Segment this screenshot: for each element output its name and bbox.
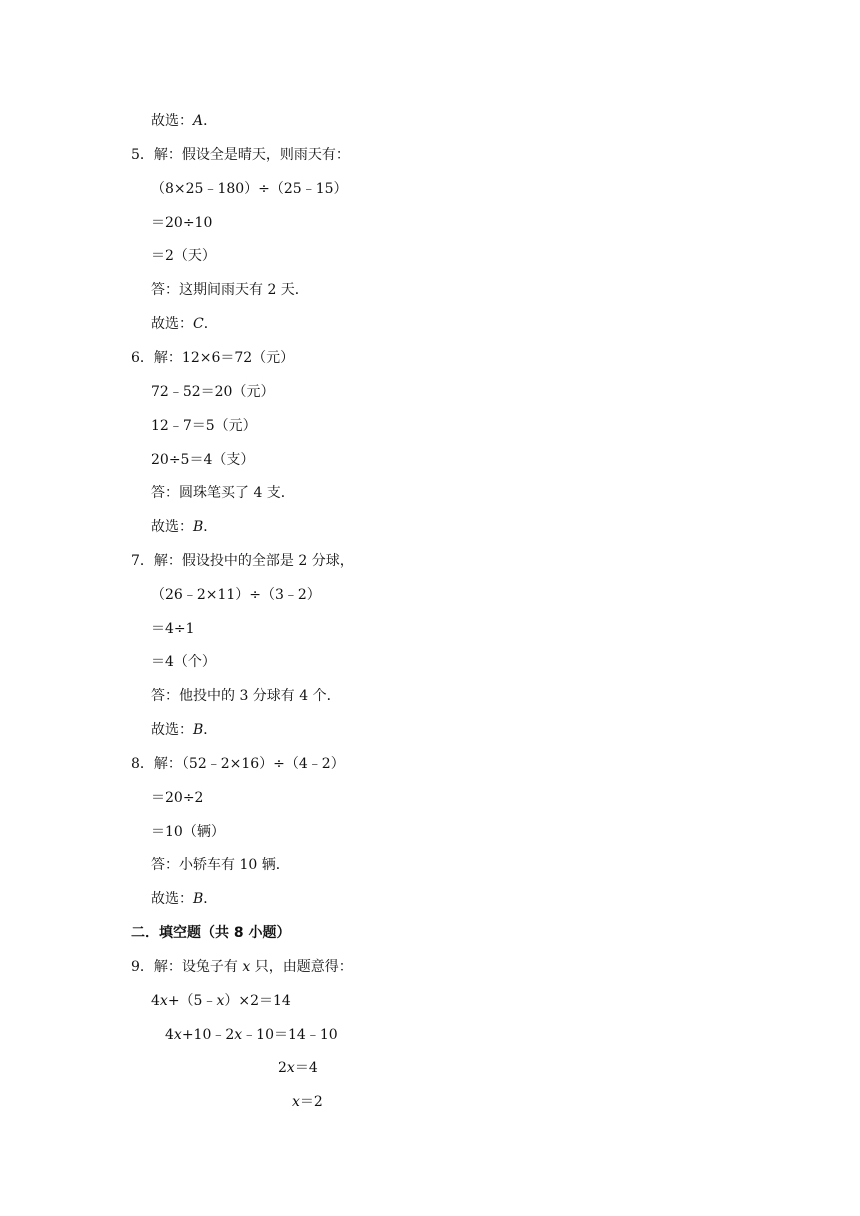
text: 故选： bbox=[151, 722, 193, 738]
problem-5-step: ＝2（天） bbox=[151, 248, 216, 264]
choice-letter: A bbox=[193, 113, 204, 129]
answer-choice-6 bbox=[151, 517, 217, 537]
text: 故选： bbox=[151, 316, 193, 332]
text: +（5﹣ bbox=[167, 993, 217, 1009]
section-heading: 二．填空题（共 8 小题） bbox=[131, 925, 291, 941]
problem-6-step: 72﹣52＝20（元） bbox=[151, 384, 275, 400]
equation-line bbox=[292, 1092, 323, 1112]
problem-5-answer: 答：这期间雨天有 2 天． bbox=[151, 282, 309, 298]
equation-line bbox=[151, 991, 291, 1011]
problem-8-answer: 答：小轿车有 10 辆． bbox=[151, 857, 290, 873]
text: ． bbox=[203, 316, 218, 332]
text: ＝2 bbox=[299, 1094, 323, 1110]
problem-5-step: ＝20÷10 bbox=[151, 215, 213, 231]
variable: x bbox=[234, 1027, 243, 1043]
choice-letter: C bbox=[193, 316, 204, 332]
text: ． bbox=[203, 113, 218, 129]
problem-5-step: （8×25﹣180）÷（25﹣15） bbox=[151, 181, 348, 197]
text: ． bbox=[203, 519, 218, 535]
problem-8-step: ＝20÷2 bbox=[151, 790, 204, 806]
answer-choice-5 bbox=[151, 314, 218, 334]
variable: x bbox=[216, 993, 225, 1009]
problem-9-heading bbox=[131, 957, 353, 977]
variable: x bbox=[159, 993, 168, 1009]
problem-7-answer: 答：他投中的 3 分球有 4 个． bbox=[151, 688, 341, 704]
text: ﹣10＝14﹣10 bbox=[242, 1027, 338, 1043]
text: 4 bbox=[165, 1027, 174, 1043]
equation-line bbox=[165, 1025, 338, 1045]
choice-letter: B bbox=[193, 891, 204, 907]
variable: x bbox=[292, 1094, 300, 1110]
answer-choice-7 bbox=[151, 720, 217, 740]
text: 2 bbox=[278, 1060, 287, 1076]
text: 故选： bbox=[151, 113, 193, 129]
problem-5-heading: 5．解：假设全是晴天，则雨天有： bbox=[131, 147, 350, 163]
text: 故选： bbox=[151, 891, 193, 907]
problem-7-step: ＝4÷1 bbox=[151, 621, 195, 637]
text: ． bbox=[203, 722, 218, 738]
problem-7-step: （26﹣2×11）÷（3﹣2） bbox=[151, 587, 321, 603]
problem-6-step: 20÷5＝4（支） bbox=[151, 452, 255, 468]
text: 故选： bbox=[151, 519, 193, 535]
problem-8-step: ＝10（辆） bbox=[151, 824, 225, 840]
text: 只，由题意得： bbox=[250, 959, 353, 975]
text: ． bbox=[203, 891, 218, 907]
text: ）×2＝14 bbox=[224, 993, 291, 1009]
answer-choice-8 bbox=[151, 889, 217, 909]
choice-letter: B bbox=[193, 722, 204, 738]
text: 4 bbox=[151, 993, 160, 1009]
text: +10﹣2 bbox=[181, 1027, 235, 1043]
variable: x bbox=[286, 1060, 295, 1076]
equation-line bbox=[278, 1058, 318, 1078]
problem-7-heading: 7．解：假设投中的全部是 2 分球， bbox=[131, 553, 354, 569]
problem-6-answer: 答：圆珠笔买了 4 支． bbox=[151, 485, 295, 501]
text: 9．解：设兔子有 bbox=[131, 959, 243, 975]
variable: x bbox=[242, 959, 251, 975]
problem-6-step: 12﹣7＝5（元） bbox=[151, 418, 257, 434]
problem-6-heading: 6．解：12×6＝72（元） bbox=[131, 350, 295, 366]
problem-8-heading: 8．解：（52﹣2×16）÷（4﹣2） bbox=[131, 756, 345, 772]
variable: x bbox=[173, 1027, 182, 1043]
text: ＝4 bbox=[294, 1060, 318, 1076]
answer-choice-4 bbox=[151, 111, 217, 131]
problem-7-step: ＝4（个） bbox=[151, 654, 216, 670]
choice-letter: B bbox=[193, 519, 204, 535]
